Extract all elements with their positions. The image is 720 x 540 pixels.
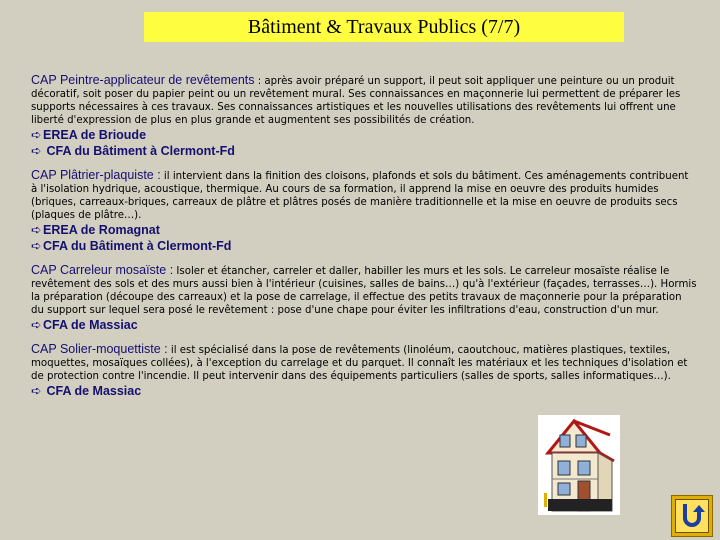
- slide-title: Bâtiment & Travaux Publics (7/7): [247, 16, 521, 38]
- arrow-bullet-icon: ➪: [31, 223, 42, 237]
- location-item: [31, 238, 697, 254]
- arrow-bullet-icon: ➪: [31, 128, 42, 142]
- return-u-arrow-icon: [679, 503, 705, 529]
- location-item: [31, 383, 697, 399]
- section-solier: [31, 343, 697, 399]
- location-label: CFA du Bâtiment à Clermont-Fd: [43, 239, 232, 253]
- house-illustration-icon: [538, 415, 620, 515]
- location-item: [31, 143, 697, 159]
- slide-title-box: [144, 12, 624, 42]
- return-button[interactable]: [671, 495, 713, 537]
- return-button-face[interactable]: [675, 499, 709, 533]
- section-heading: CAP Solier-moquettiste :: [31, 342, 168, 356]
- section-paragraph: [31, 169, 697, 222]
- section-heading: CAP Peintre-applicateur de revêtements: [31, 73, 255, 87]
- section-heading: CAP Carreleur mosaïste :: [31, 263, 174, 277]
- section-text: : après avoir préparé un support, il peut soit appliquer une peinture ou un produit décoratif, soit poser du papier peint ou un revêtement mural. Ses connaissances en maçonnerie lui permettent de préparer les supports nécessaires à ces travaux. Ses connaissances artistiques et les nouvelles utilisations des revêtements lui offrent une liberté d'expression de plus en plus grande et augmentent ses possibilités de création.: [31, 76, 681, 126]
- arrow-bullet-icon: ➪: [31, 318, 42, 332]
- location-label: EREA de Brioude: [43, 128, 147, 142]
- location-label: CFA de Massiac: [43, 318, 138, 332]
- section-heading: CAP Plâtrier-plaquiste :: [31, 168, 161, 182]
- section-text: Isoler et étancher, carreler et daller, habiller les murs et les sols. Le carreleur mosaïste réalise le revêtement des sols et des murs aussi bien à l'intérieur (cuisines, salles de bains…) qu'à l'extérieur (façades, terrasses…). Hormis la préparation (découpe des carreaux) et la pose de carrelage, il effectue des petits travaux de maçonnerie pour la préparation du support sur lequel sera posé le revêtement : pose d'une chape pour éviter les infiltrations d'eau, construction d'un mur.: [31, 266, 697, 316]
- section-text: il est spécialisé dans la pose de revêtements (linoléum, caoutchouc, matières plastiques, textiles, moquettes, mosaïques collées), à l'exception du carrelage et du parquet. Il connaît les matériaux et les techniques d'isolation et de protection contre l'incendie. Il peut intervenir dans des équipements particuliers (salles de sports, salles informatiques…).: [31, 345, 688, 382]
- arrow-bullet-icon: ➪: [31, 384, 42, 398]
- section-platrier: [31, 169, 697, 254]
- section-carreleur: [31, 264, 697, 333]
- location-label: EREA de Romagnat: [43, 223, 160, 237]
- section-text: il intervient dans la finition des cloisons, plafonds et sols du bâtiment. Ces aménagements contribuent à l'isolation hydrique, acoustique, thermique. Au cours de sa formation, il apprend la mise en oeuvre des produits humides (briques, carreaux-briques, carreaux de plâtre et plâtres posés de manière traditionnelle et la mise en oeuvre de produits secs (plaques de plâtre…).: [31, 171, 689, 221]
- location-item: [31, 222, 697, 238]
- arrow-bullet-icon: ➪: [31, 239, 42, 253]
- section-paragraph: [31, 264, 697, 317]
- location-label: CFA du Bâtiment à Clermont-Fd: [43, 144, 235, 158]
- section-paragraph: [31, 343, 697, 383]
- location-item: [31, 317, 697, 333]
- location-item: [31, 127, 697, 143]
- section-peintre: [31, 74, 697, 159]
- location-label: CFA de Massiac: [43, 384, 142, 398]
- arrow-bullet-icon: ➪: [31, 144, 42, 158]
- content-area: [31, 74, 697, 409]
- section-paragraph: [31, 74, 697, 127]
